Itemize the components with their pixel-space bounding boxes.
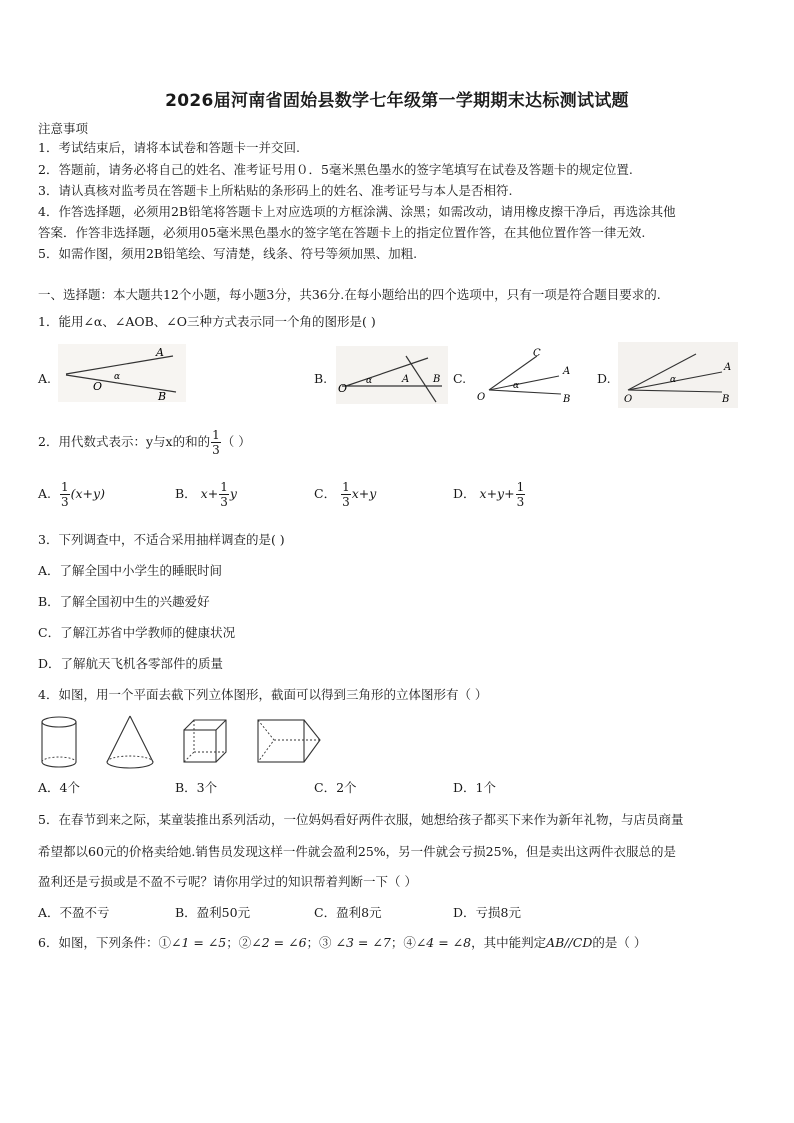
q1-figure-a bbox=[58, 344, 186, 402]
cube-figure bbox=[180, 716, 230, 768]
fig-label-b: B bbox=[158, 390, 167, 402]
section-heading: 一、选择题：本大题共12个小题，每小题3分，共36分.在每小题给出的四个选项中，只有一项是符合题目要求的. bbox=[38, 287, 661, 302]
notice-item: 1．考试结束后，请将本试卷和答题卡一并交回. bbox=[38, 140, 300, 155]
svg-text:α: α bbox=[513, 381, 520, 391]
svg-text:O: O bbox=[338, 382, 348, 395]
question-5-line: 盈利还是亏损或是不盈不亏呢？请你用学过的知识帮着判断一下（ ） bbox=[38, 874, 417, 889]
svg-text:O: O bbox=[624, 394, 633, 405]
q3-option: C．了解江苏省中学教师的健康状况 bbox=[38, 625, 236, 640]
question-6-stem: 6．如图，下列条件：①∠1 = ∠5；②∠2 = ∠6；③ ∠3 = ∠7；④∠4 = ∠8，其中能判定AB//CD的是（ ） bbox=[38, 935, 647, 950]
q1-option-d-label: D. bbox=[597, 371, 611, 386]
question-4-stem: 4．如图，用一个平面去截下列立体图形，截面可以得到三角形的立体图形有（ ） bbox=[38, 687, 488, 702]
q3-option: A．了解全国中小学生的睡眠时间 bbox=[38, 563, 223, 578]
svg-text:C: C bbox=[533, 348, 541, 359]
svg-text:O: O bbox=[477, 392, 486, 403]
q3-option: B．了解全国初中生的兴趣爱好 bbox=[38, 594, 210, 609]
q5-option-d: D．亏损8元 bbox=[453, 905, 521, 920]
q1-option-b-label: B. bbox=[314, 371, 328, 386]
fraction-one-third: $\frac{1}{3}$ bbox=[212, 428, 220, 457]
question-5-line: 希望都以60元的价格卖给她.销售员发现这样一件就会盈利25%，另一件就会亏损25%，但是卖出这两件衣服总的是 bbox=[38, 844, 676, 859]
q3-option: D．了解航天飞机各零部件的质量 bbox=[38, 656, 224, 671]
q1-option-c-label: C. bbox=[453, 371, 467, 386]
question-1-stem: 1．能用∠α、∠AOB、∠O三种方式表示同一个角的图形是( ) bbox=[38, 314, 376, 329]
fig-label-o: O bbox=[93, 380, 103, 393]
svg-text:A: A bbox=[724, 362, 732, 373]
fig-label-alpha: α bbox=[114, 372, 121, 382]
svg-text:A: A bbox=[563, 366, 571, 377]
question-5-line: 5．在春节到来之际，某童装推出系列活动，一位妈妈看好两件衣服，她想给孩子都买下来作为新年礼物，与店员商量 bbox=[38, 812, 684, 827]
svg-text:α: α bbox=[670, 375, 677, 385]
q2-option-c: C． $\frac{1}{3}$ x+y bbox=[314, 480, 377, 509]
q2-option-d: D． x+y+ $\frac{1}{3}$ bbox=[453, 480, 525, 509]
notice-item: 5．如需作图，须用2B铅笔绘、写清楚，线条、符号等须加黑、加粗. bbox=[38, 246, 418, 261]
fig-label-a: A bbox=[156, 346, 164, 359]
notice-heading: 注意事项 bbox=[38, 121, 89, 136]
question-2-stem: 2．用代数式表示：y与x的和的 $\frac{1}{3}$ （ ） bbox=[38, 428, 251, 457]
q4-option-b: B．3个 bbox=[175, 780, 218, 795]
question-3-stem: 3．下列调查中，不适合采用抽样调查的是( ) bbox=[38, 532, 285, 547]
svg-text:B: B bbox=[722, 394, 730, 405]
q2-option-a: A. $\frac{1}{3}$ (x+y) bbox=[38, 480, 105, 509]
svg-text:A: A bbox=[402, 374, 410, 385]
q5-option-a: A．不盈不亏 bbox=[38, 905, 110, 920]
svg-text:α: α bbox=[366, 376, 373, 386]
page-title: 2026届河南省固始县数学七年级第一学期期末达标测试试题 bbox=[165, 91, 629, 111]
notice-item: 答案．作答非选择题，必须用05毫米黑色墨水的签字笔在答题卡上的指定位置作答，在其他位置作答一律无效. bbox=[38, 225, 646, 240]
q1-figure-b bbox=[336, 346, 448, 404]
q1-figure-c bbox=[475, 346, 575, 406]
q2-option-b: B． x+ $\frac{1}{3}$ y bbox=[175, 480, 237, 509]
prism-figure bbox=[254, 716, 324, 768]
svg-text:B: B bbox=[433, 374, 441, 385]
notice-item: 4．作答选择题，必须用2B铅笔将答题卡上对应选项的方框涂满、涂黑；如需改动，请用橡皮擦干净后，再选涂其他 bbox=[38, 204, 676, 219]
cone-figure bbox=[103, 712, 157, 772]
svg-text:B: B bbox=[563, 394, 571, 405]
notice-item: 2．答题前，请务必将自己的姓名、准考证号用０．5毫米黑色墨水的签字笔填写在试卷及答题卡的规定位置. bbox=[38, 162, 633, 177]
q5-option-b: B．盈利50元 bbox=[175, 905, 251, 920]
q1-option-a-label: A. bbox=[38, 371, 52, 386]
q4-option-d: D．1个 bbox=[453, 780, 496, 795]
notice-item: 3．请认真核对监考员在答题卡上所粘贴的条形码上的姓名、准考证号与本人是否相符. bbox=[38, 183, 513, 198]
q4-option-c: C．2个 bbox=[314, 780, 357, 795]
q1-figure-d bbox=[618, 342, 738, 408]
q4-option-a: A．4个 bbox=[38, 780, 80, 795]
q5-option-c: C．盈利8元 bbox=[314, 905, 382, 920]
cylinder-figure bbox=[38, 714, 82, 770]
